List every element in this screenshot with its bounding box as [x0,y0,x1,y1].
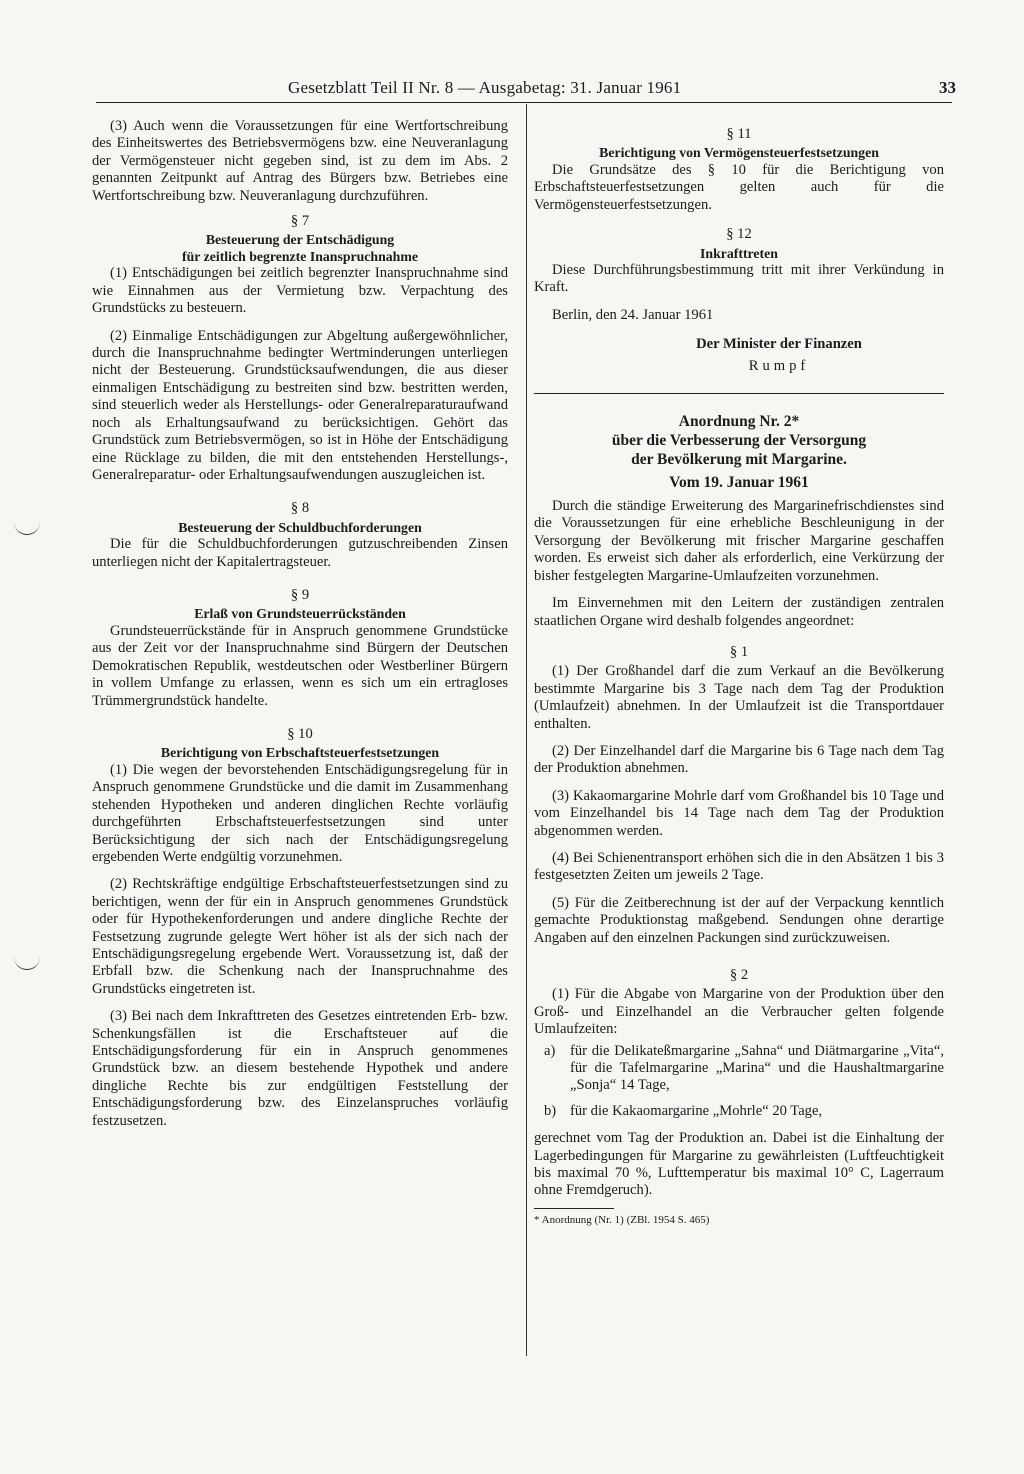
list-item [534,1043,944,1095]
paragraph: (1) Entschädigungen bei zeitlich begrenzter Inanspruchnahme sind wie Einnahmen aus der Vermietung bzw. Verpachtung des Grundstücks zu besteuern. [92,265,508,317]
paragraph: gerechnet vom Tag der Produktion an. Dabei ist die Einhaltung der Lagerbedingungen für Margarine zu gewährleisten (Luftfeuchtigkeit bis maximal 70 %, Lufttemperatur bis maximal 10° C, Lagerraum ohne Fremdgeruch). [534,1130,944,1199]
section-number: § 9 [290,587,310,604]
section-number: § 1 [729,643,749,660]
signatory-name: Rumpf [748,357,810,374]
paragraph: Diese Durchführungsbestimmung tritt mit ihrer Verkündung in Kraft. [534,262,944,296]
section-heading: Berichtigung von Erbschaftsteuerfestsetzungen [160,745,440,761]
paragraph: (1) Die wegen der bevorstehenden Entschädigungsregelung für in Anspruch genommene Grundstücke und die damit im Zusammenhang stehenden Hypotheken und anderen dinglichen Rechte vorläufig durchgeführten Erbschaftsteuerfestsetzungen sind unter Berücksichtigung der sich nach der Entschädigungsregelung ergebenden Werte endgültig vorzunehmen. [92,761,508,865]
paragraph: (1) Der Großhandel darf die zum Verkauf an die Bevölkerung bestimmte Margarine bis 3 Tage nach dem Tag der Produktion (Umlaufzeit) abnehmen. In der Umlaufzeit ist die Transportdauer enthalten. [534,663,944,732]
section-number: § 12 [726,226,752,243]
ordinance-title: über die Verbesserung der Versorgung [611,432,867,450]
footnote-rule [534,1208,614,1209]
paragraph: Grundsteuerrückstände für in Anspruch genommene Grundstücke aus der Zeit vor der Inanspruchnahme sind Bürgern der Deutschen Demokratischen Republik, westdeutschen oder Westberliner Bürgern in vollem Umfange zu erlassen, wenn es sich um ein ertragloses Trümmergrundstück handelte. [92,622,508,709]
right-column [534,126,944,1227]
paragraph: (5) Für die Zeitberechnung ist der auf der Verpackung kenntlich gemachte Produktionstag maßgebend. Sendungen ohne derartige Angaben auf den einzelnen Packungen sind zurückzuweisen. [534,894,944,946]
ordinance-title: Anordnung Nr. 2* [678,413,800,431]
paragraph: (2) Der Einzelhandel darf die Margarine bis 6 Tage nach dem Tag der Produktion abnehmen. [534,742,944,777]
section-divider [534,393,944,394]
list-item [534,1103,944,1120]
section-number: § 10 [287,725,313,742]
punch-mark [14,520,40,535]
paragraph: Die Grundsätze des § 10 für die Berichtigung von Erbschaftsteuerfestsetzungen gelten auch für die Vermögensteuerfestsetzungen. [534,161,944,213]
section-heading: Besteuerung der Entschädigung [205,232,395,248]
section-heading: Besteuerung der Schuldbuchforderungen [178,519,422,535]
punch-mark [14,955,40,970]
list-text: für die Kakaomargarine „Mohrle“ 20 Tage, [570,1102,823,1119]
section-number: § 8 [290,500,310,517]
section-number: § 7 [290,213,310,230]
paragraph: Im Einvernehmen mit den Leitern der zuständigen zentralen staatlichen Organe wird deshalb folgendes angeordnet: [534,595,944,629]
paragraph: (4) Bei Schienentransport erhöhen sich die in den Absätzen 1 bis 3 festgesetzten Zeiten um jeweils 2 Tage. [534,849,944,884]
header-title: Gesetzblatt Teil II Nr. 8 — Ausgabetag: 31. Januar 1961 [288,78,682,97]
section-number: § 2 [729,967,749,983]
list-label: a) [544,1042,556,1059]
paragraph: (1) Für die Abgabe von Margarine von der Produktion über den Groß- und Einzelhandel an die Verbraucher gelten folgende Umlaufzeiten: [534,986,944,1038]
paragraph: (2) Rechtskräftige endgültige Erbschaftsteuerfestsetzungen sind zu berichtigen, wenn der für ein in Anspruch genommenes Grundstück oder für Hypothekenforderungen und andere dingliche Rechte der Festsetzung zugrunde gelegte Wert höher ist als der sich nach der Entschädigungsregelung ergebende Wert. Voraussetzung ist, daß der Erbfall bzw. die Schenkung nach der Inanspruchnahme des Grundstücks eingetreten ist. [92,876,508,997]
ordinance-date: Vom 19. Januar 1961 [669,474,809,492]
paragraph: Durch die ständige Erweiterung des Margarinefrischdienstes sind die Voraussetzungen für eine erhebliche Beschleunigung in der Versorgung der Bevölkerung mit frischer Margarine geschaffen worden. Es erweist sich daher als erforderlich, eine Verkürzung der bisher festgelegten Margarine-Umlaufzeiten vorzunehmen. [534,498,944,584]
paragraph: (3) Kakaomargarine Mohrle darf vom Großhandel bis 10 Tage und vom Einzelhandel bis 14 Tage nach dem Tag der Produktion abgenommen werden. [534,787,944,839]
paragraph: (3) Auch wenn die Voraussetzungen für eine Wertfortschreibung des Einheitswertes des Betriebsvermögens bzw. eine Neuveranlagung der Vermögensteuer nicht gegeben sind, ist zu dem im Abs. 2 genannten Zeitpunkt auf Antrag des Bürgers bzw. Betriebes eine Wertfortschreibung bzw. Neuveranlagung durchzuführen. [92,118,508,204]
ordinance-title: der Bevölkerung mit Margarine. [631,451,847,469]
left-column [92,118,508,1130]
paragraph: (3) Bei nach dem Inkrafttreten des Gesetzes eintretenden Erb- bzw. Schenkungsfällen ist die Erschaftsteuer auf die Entschädigungsforderung für ein in Anspruch genommenes Grundstück bzw. an diesem bestehende Hypothek und andere dingliche Rechte bis zur endgültigen Feststellung der Entschädigungsforderung bzw. des Einzelanspruches vorläufig festzusetzen. [92,1008,508,1129]
page-number: 33 [939,78,956,97]
paragraph: Die für die Schuldbuchforderungen gutzuschreibenden Zinsen unterliegen nicht der Kapitalertragsteuer. [92,536,508,570]
list-label: b) [544,1102,557,1119]
page-header [96,78,956,104]
section-heading: Inkrafttreten [700,245,778,261]
section-heading: Erlaß von Grundsteuerrückständen [194,606,406,622]
section-number: § 11 [726,126,752,142]
list-text: für die Delikateßmargarine „Sahna“ und Diätmargarine „Vita“, für die Tafelmargarine „Marina“ und die Haushaltmargarine „Sonja“ 14 Tage, [570,1042,944,1094]
column-divider [526,104,527,1356]
header-rule [96,102,952,103]
section-heading: Berichtigung von Vermögensteuerfestsetzungen [599,145,879,161]
place-date: Berlin, den 24. Januar 1961 [552,306,714,323]
section-heading: für zeitlich begrenzte Inanspruchnahme [182,248,418,264]
paragraph: (2) Einmalige Entschädigungen zur Abgeltung außergewöhnlicher, durch die Inanspruchnahme bedingter Wertminderungen unterliegen nicht der Besteuerung. Grundstücksaufwendungen, die aus dieser einmaligen Entschädigung zu bestreiten sind bzw. bestritten werden, sind steuerlich weder als Herstellungs- oder Generalreparaturaufwand noch als Erhaltungsaufwand zu berücksichtigen. Gehört das Grundstück zum Betriebsvermögen, so ist in Höhe der Entschädigung eine Rücklage zu bilden, die mit den entstehenden Herstellungs-, Generalreparatur- oder Erhaltungsaufwendungen auszugleichen ist. [92,327,508,483]
signatory-title: Der Minister der Finanzen [696,336,862,353]
footnote: * Anordnung (Nr. 1) (ZBl. 1954 S. 465) [534,1213,710,1226]
